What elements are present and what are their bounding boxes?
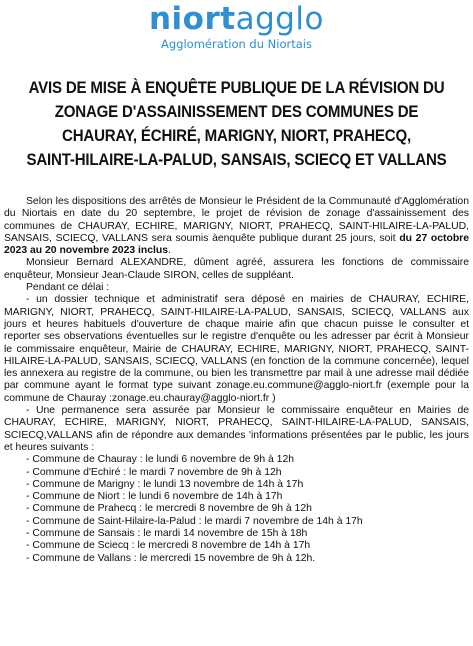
list-item: - Commune de Sciecq : le mercredi 8 novembre de 14h à 17h [26, 540, 311, 552]
logo-tagline: Agglomération du Niortais [161, 37, 312, 51]
notice-body [4, 196, 469, 565]
paragraph-permanence: - Une permanence sera assurée par Monsieur le commissaire enquêteur en Mairies de CHAURAY, ECHIRE, MARIGNY, NIORT, PRAHECQ, SAINT-HILAIRE-LA-PALUD, SANSAIS, SCIECQ,VALLANS afin de répondre aux demandes 'informations présentées par le public, les jours et heures suivants : [4, 405, 469, 453]
paragraph-dispositions-end: . [168, 245, 171, 257]
enquiry-dates: du 27 octobre 2023 au 20 novembre 2023 inclus [4, 232, 469, 257]
logo-brand-bold: niort [148, 1, 236, 37]
title-line-2: ZONAGE D'ASSAINISSEMENT DES COMMUNES DE [54, 103, 419, 121]
notice-title [20, 76, 452, 172]
permanence-list [4, 454, 469, 565]
paragraph-delai: Pendant ce délai : [26, 282, 110, 294]
list-item: - Commune de Saint-Hilaire-la-Palud : le mardi 7 novembre de 14h à 17h [26, 515, 363, 527]
paragraph-dispositions-text: Selon les dispositions des arrêtés de Monsieur le Président de la Communauté d'Agglomération du Niortais en date du 20 septembre, le projet de révision de zonage d'assainissement des communes de CHAURAY, ECHIRE, MARIGNY, NIORT, PRAHECQ, SAINT-HILAIRE-LA-PALUD, SANSAIS, SCIECQ, VALLANS sera soumis àenquête publique durant 25 jours, soit [4, 196, 469, 244]
paragraph-commissaire: Monsieur Bernard ALEXANDRE, dûment agréé, assurera les fonctions de commissaire enquêteur, Monsieur Jean-Claude SIRON, celles de suppléant. [4, 257, 469, 281]
list-item: - Commune de Marigny : le lundi 13 novembre de 14h à 17h [26, 478, 304, 490]
list-item: - Commune de Niort : le lundi 6 novembre de 14h à 17h [26, 491, 283, 503]
list-item: - Commune de Chauray : le lundi 6 novembre de 9h à 12h [26, 454, 295, 466]
list-item: - Commune d'Echiré : le mardi 7 novembre de 9h à 12h [26, 466, 282, 478]
list-item: - Commune de Vallans : le mercredi 15 novembre de 9h à 12h. [26, 552, 316, 564]
title-line-3: CHAURAY, ÉCHIRÉ, MARIGNY, NIORT, PRAHECQ, [62, 127, 411, 145]
list-item: - Commune de Sansais : le mardi 14 novembre de 15h à 18h [26, 528, 308, 540]
paragraph-dossier: - un dossier technique et administratif sera déposé en mairies de CHAURAY, ECHIRE, MARIGNY, NIORT, PRAHECQ, SAINT-HILAIRE-LA-PALUD, SANSAIS, SCIECQ, VALLANS aux jours et heures habituels d'ouverture de chaque mairie afin que chacun puisse le consulter et reporter ses observations éventuelles sur le registre d'enquête ou les adresser par écrit à Monsieur le commissaire enquêteur, Mairie de CHAURAY, ECHIRE, MARIGNY, NIORT, PRAHECQ, SAINT-HILAIRE-LA-PALUD, SANSAIS, SCIECQ, VALLANS (en fonction de la commune concernée), lequel les annexera au registre de la commune, ou bien les transmettre par mail à une adresse mail dédiée par commune ayant le format type suivant zonage.eu.commune@agglo-niort.fr (exemple pour la commune de Chauray :zonage.eu.chauray@agglo-niort.fr ) [4, 294, 469, 404]
niortagglo-logo [0, 2, 473, 51]
logo-wordmark [0, 2, 473, 36]
list-item: - Commune de Prahecq : le mercredi 8 novembre de 9h à 12h [26, 503, 312, 515]
title-line-1: AVIS DE MISE À ENQUÊTE PUBLIQUE DE LA RÉVISION DU [28, 79, 445, 97]
paragraph-dispositions [4, 196, 469, 257]
logo-brand-light: agglo [235, 1, 325, 37]
title-line-4: SAINT-HILAIRE-LA-PALUD, SANSAIS, SCIECQ ET VALLANS [26, 151, 447, 169]
